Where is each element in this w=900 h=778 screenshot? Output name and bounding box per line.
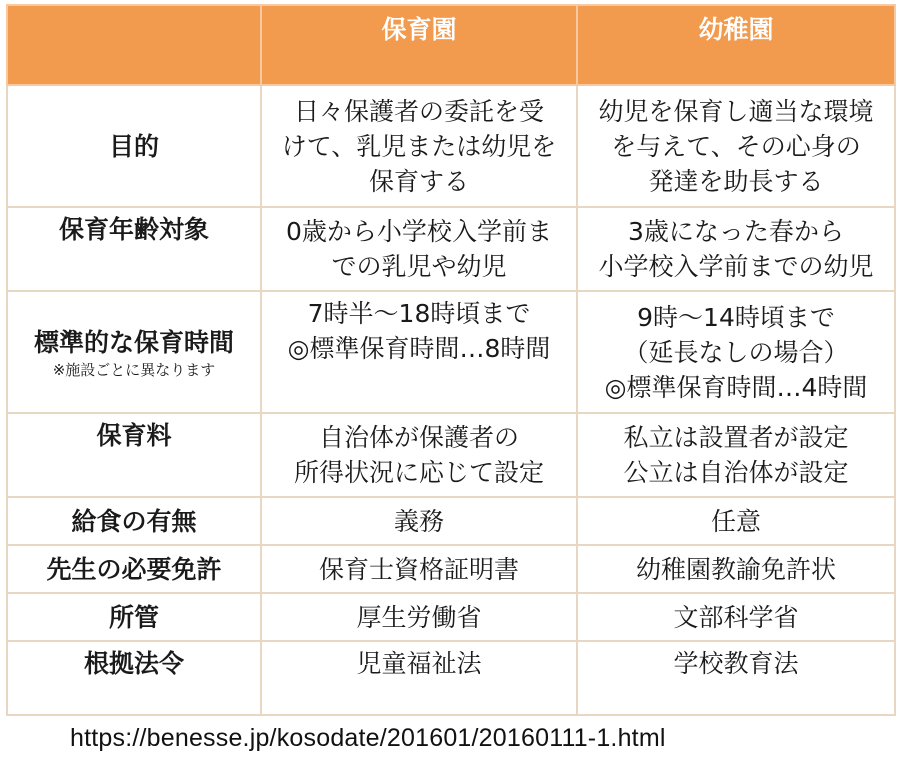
table-row — [7, 641, 895, 715]
cell-line: での乳児や幼児 — [331, 252, 507, 281]
header-youchien: 幼稚園 — [577, 5, 895, 85]
source-url: https://benesse.jp/kosodate/201601/20160111-1.html — [70, 724, 666, 752]
row-label: 標準的な保育時間 — [33, 327, 234, 357]
row-label-note: ※施設ごとに異なります — [52, 360, 216, 379]
cell-line: 公立は自治体が設定 — [623, 458, 849, 487]
youchien-cell: 文部科学省 — [577, 593, 895, 641]
cell-line: 自治体が保護者の — [318, 423, 519, 452]
youchien-cell — [577, 207, 895, 291]
cell-line: ◎標準保育時間…4時間 — [604, 372, 868, 402]
hoikuen-cell — [261, 413, 577, 497]
youchien-cell: 学校教育法 — [577, 641, 895, 715]
header-corner — [7, 5, 261, 85]
cell-line: けて、乳児または幼児を — [281, 131, 557, 161]
hoikuen-cell: 厚生労働省 — [261, 593, 577, 641]
row-label: 保育年齢対象 — [7, 207, 261, 291]
cell-line: 0歳から小学校入学前ま — [286, 217, 552, 246]
cell-line: 発達を助長する — [648, 166, 824, 196]
table-row — [7, 207, 895, 291]
row-label: 給食の有無 — [7, 497, 261, 545]
table-header — [7, 5, 895, 85]
table-row — [7, 291, 895, 413]
header-row — [7, 5, 895, 85]
row-label-cell — [7, 291, 261, 413]
cell-line: 日々保護者の委託を受 — [293, 96, 544, 126]
row-label: 保育料 — [7, 413, 261, 497]
header-hoikuen: 保育園 — [261, 5, 577, 85]
row-label: 先生の必要免許 — [7, 545, 261, 593]
cell-line: を与えて、その心身の — [611, 131, 861, 161]
hoikuen-cell: 児童福祉法 — [261, 641, 577, 715]
row-label: 根拠法令 — [7, 641, 261, 715]
cell-line: 7時半～18時頃まで — [307, 299, 531, 328]
youchien-cell — [577, 85, 895, 207]
youchien-cell — [577, 413, 895, 497]
comparison-table — [6, 4, 896, 716]
hoikuen-cell: 義務 — [261, 497, 577, 545]
hoikuen-cell — [261, 85, 577, 207]
cell-line: ◎標準保育時間…8時間 — [287, 334, 551, 363]
row-label: 目的 — [7, 85, 261, 207]
youchien-cell — [577, 291, 895, 413]
hoikuen-cell — [261, 207, 577, 291]
cell-line: 保育する — [368, 166, 469, 196]
table-row — [7, 85, 895, 207]
cell-line: 幼児を保育し適当な環境 — [598, 96, 874, 126]
cell-line: 3歳になった春から — [628, 217, 844, 246]
youchien-cell: 幼稚園教諭免許状 — [577, 545, 895, 593]
row-label: 所管 — [7, 593, 261, 641]
table-body — [7, 85, 895, 715]
table-row — [7, 545, 895, 593]
youchien-cell: 任意 — [577, 497, 895, 545]
cell-line: （延長なしの場合） — [623, 337, 849, 367]
table-row — [7, 497, 895, 545]
cell-line: 所得状況に応じて設定 — [293, 458, 544, 487]
cell-line: 私立は設置者が設定 — [623, 423, 849, 452]
cell-line: 小学校入学前までの幼児 — [598, 252, 874, 281]
table-row — [7, 593, 895, 641]
cell-line: 9時～14時頃まで — [637, 302, 835, 332]
hoikuen-cell — [261, 291, 577, 413]
table-row — [7, 413, 895, 497]
hoikuen-cell: 保育士資格証明書 — [261, 545, 577, 593]
